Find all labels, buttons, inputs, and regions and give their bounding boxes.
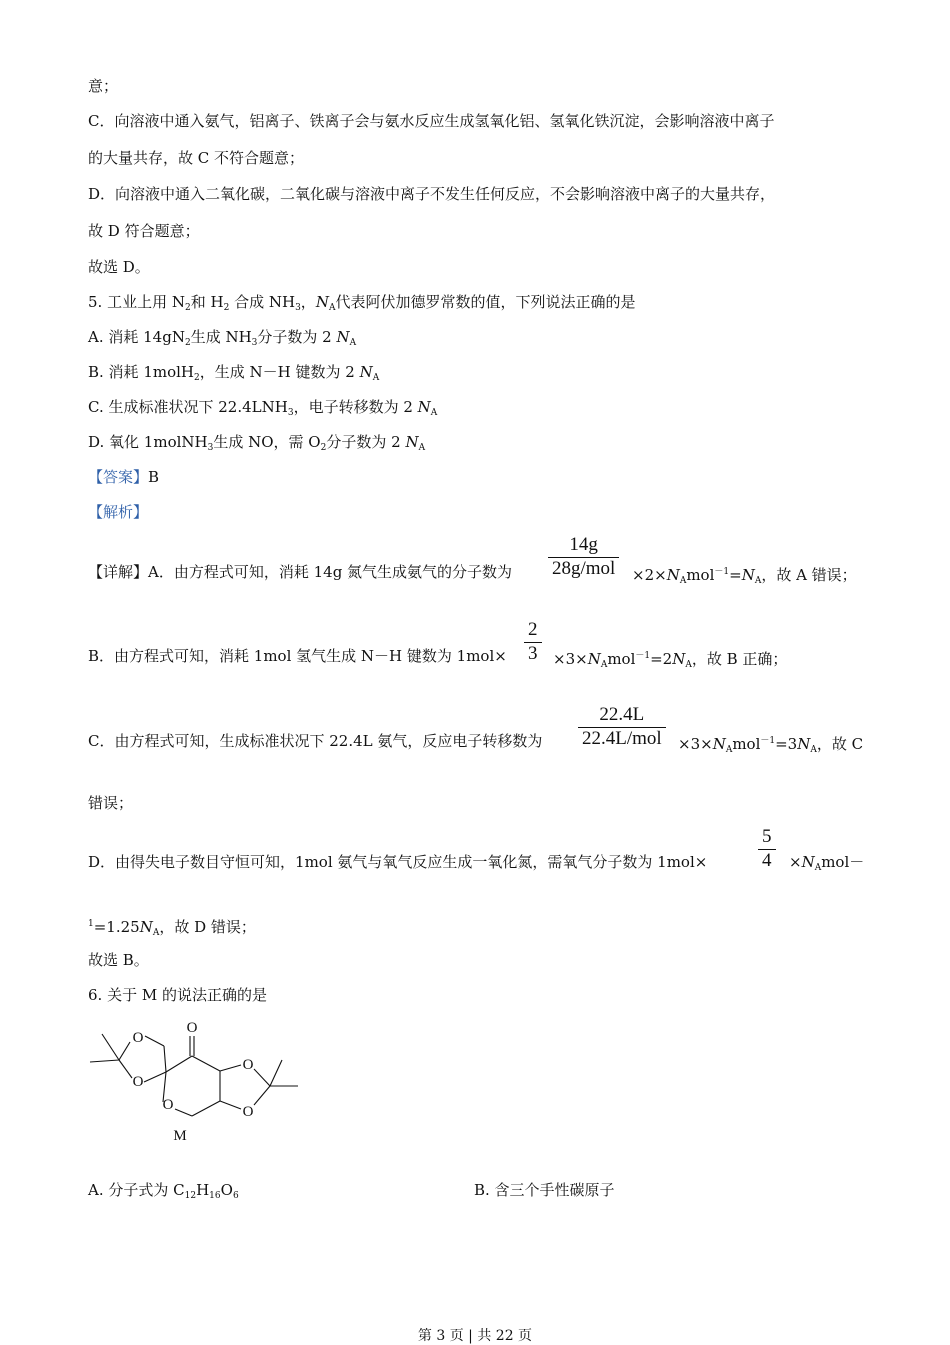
option-c: C. 生成标准状况下 $22.4LNH_3$，电子转移数为 2 $N_A$ <box>88 398 438 418</box>
answer-value: B <box>148 468 160 486</box>
text-line: D．向溶液中通入二氧化碳，二氧化碳与溶液中离子不发生任何反应，不会影响溶液中离子的大量共存， <box>88 185 776 203</box>
molecule-m-structure <box>86 1014 316 1150</box>
detail-a: 【详解】A．由方程式可知，消耗 14g 氮气生成氨气的分子数为 <box>88 563 513 581</box>
text-line: 故 D 符合题意； <box>88 222 200 240</box>
question-5-stem: 5. 工业上用 $N_2$和 $H_2$ 合成 $NH_3$，$N_A$代表阿伏加德罗常数的值，下列说法正确的是 <box>88 293 636 313</box>
detail-b: B．由方程式可知，消耗 1mol 氢气生成 N－H 键数为 1mol× <box>88 647 507 665</box>
oxygen-label: O <box>242 1057 254 1073</box>
text-line: 的大量共存，故 C 不符合题意； <box>88 149 305 167</box>
detail-c-tail: $\times 3\times N_Amol^{-1}=3N_A$，故 C <box>678 735 864 755</box>
structure-diagram <box>86 1014 316 1146</box>
oxygen-label: O <box>186 1020 198 1036</box>
option-b: B. 消耗 1molH$_2$，生成 N－H 键数为 2 $N_A$ <box>88 363 380 383</box>
detail-d-cont: $^1=1.25N_A$，故 D 错误； <box>88 918 256 938</box>
answer-line <box>88 467 159 487</box>
text-line: 故选 D。 <box>88 258 150 276</box>
text-line: 意； <box>88 77 119 95</box>
detail-d: D．由得失电子数目守恒可知，1mol 氨气与氧气反应生成一氧化氮，需氧气分子数为 1mol× <box>88 853 708 871</box>
fraction-b: $\frac{2}{3}$ <box>524 619 542 665</box>
conclusion: 故选 B。 <box>88 951 149 969</box>
detail-a-tail: $\times 2\times N_Amol^{-1}=N_A$，故 A 错误； <box>632 566 857 586</box>
detail-c: C．由方程式可知，生成标准状况下 22.4L 氨气，反应电子转移数为 <box>88 732 543 750</box>
fraction-a: 14g 28g/mol <box>548 534 619 580</box>
page-footer: 第 3 页 | 共 22 页 <box>417 1328 533 1344</box>
oxygen-label: O <box>162 1097 174 1113</box>
q6-option-a: A. 分子式为 $C_{12}H_{16}O_6$ <box>88 1181 239 1201</box>
fraction-d: $\frac{5}{4}$ <box>758 826 776 872</box>
detail-b-tail: $\times 3\times N_Amol^{-1}=2N_A$，故 B 正确； <box>553 650 788 670</box>
answer-tag: 【答案】 <box>88 468 149 486</box>
text-line: C．向溶液中通入氨气，铝离子、铁离子会与氨水反应生成氢氧化铝、氢氧化铁沉淀，会影响溶液中离子 <box>88 112 775 130</box>
oxygen-label: O <box>132 1030 144 1046</box>
question-6-stem: 6. 关于 M 的说法正确的是 <box>88 986 267 1004</box>
option-d: D. 氧化 1molNH$_3$生成 NO，需 $O_2$分子数为 2 $N_A$ <box>88 433 426 453</box>
analysis-tag: 【解析】 <box>88 503 149 521</box>
detail-d-tail: $\times N_Amol-$ <box>789 853 865 873</box>
q6-option-b: B. 含三个手性碳原子 <box>474 1181 615 1199</box>
option-a: A. 消耗 $14gN_2$生成 $NH_3$分子数为 2 $N_A$ <box>88 328 357 348</box>
fraction-c: 22.4L 22.4L/mol <box>578 704 666 750</box>
detail-c-cont: 错误； <box>88 794 134 812</box>
oxygen-label: O <box>132 1074 144 1090</box>
molecule-label: M <box>173 1128 187 1144</box>
oxygen-label: O <box>242 1104 254 1120</box>
